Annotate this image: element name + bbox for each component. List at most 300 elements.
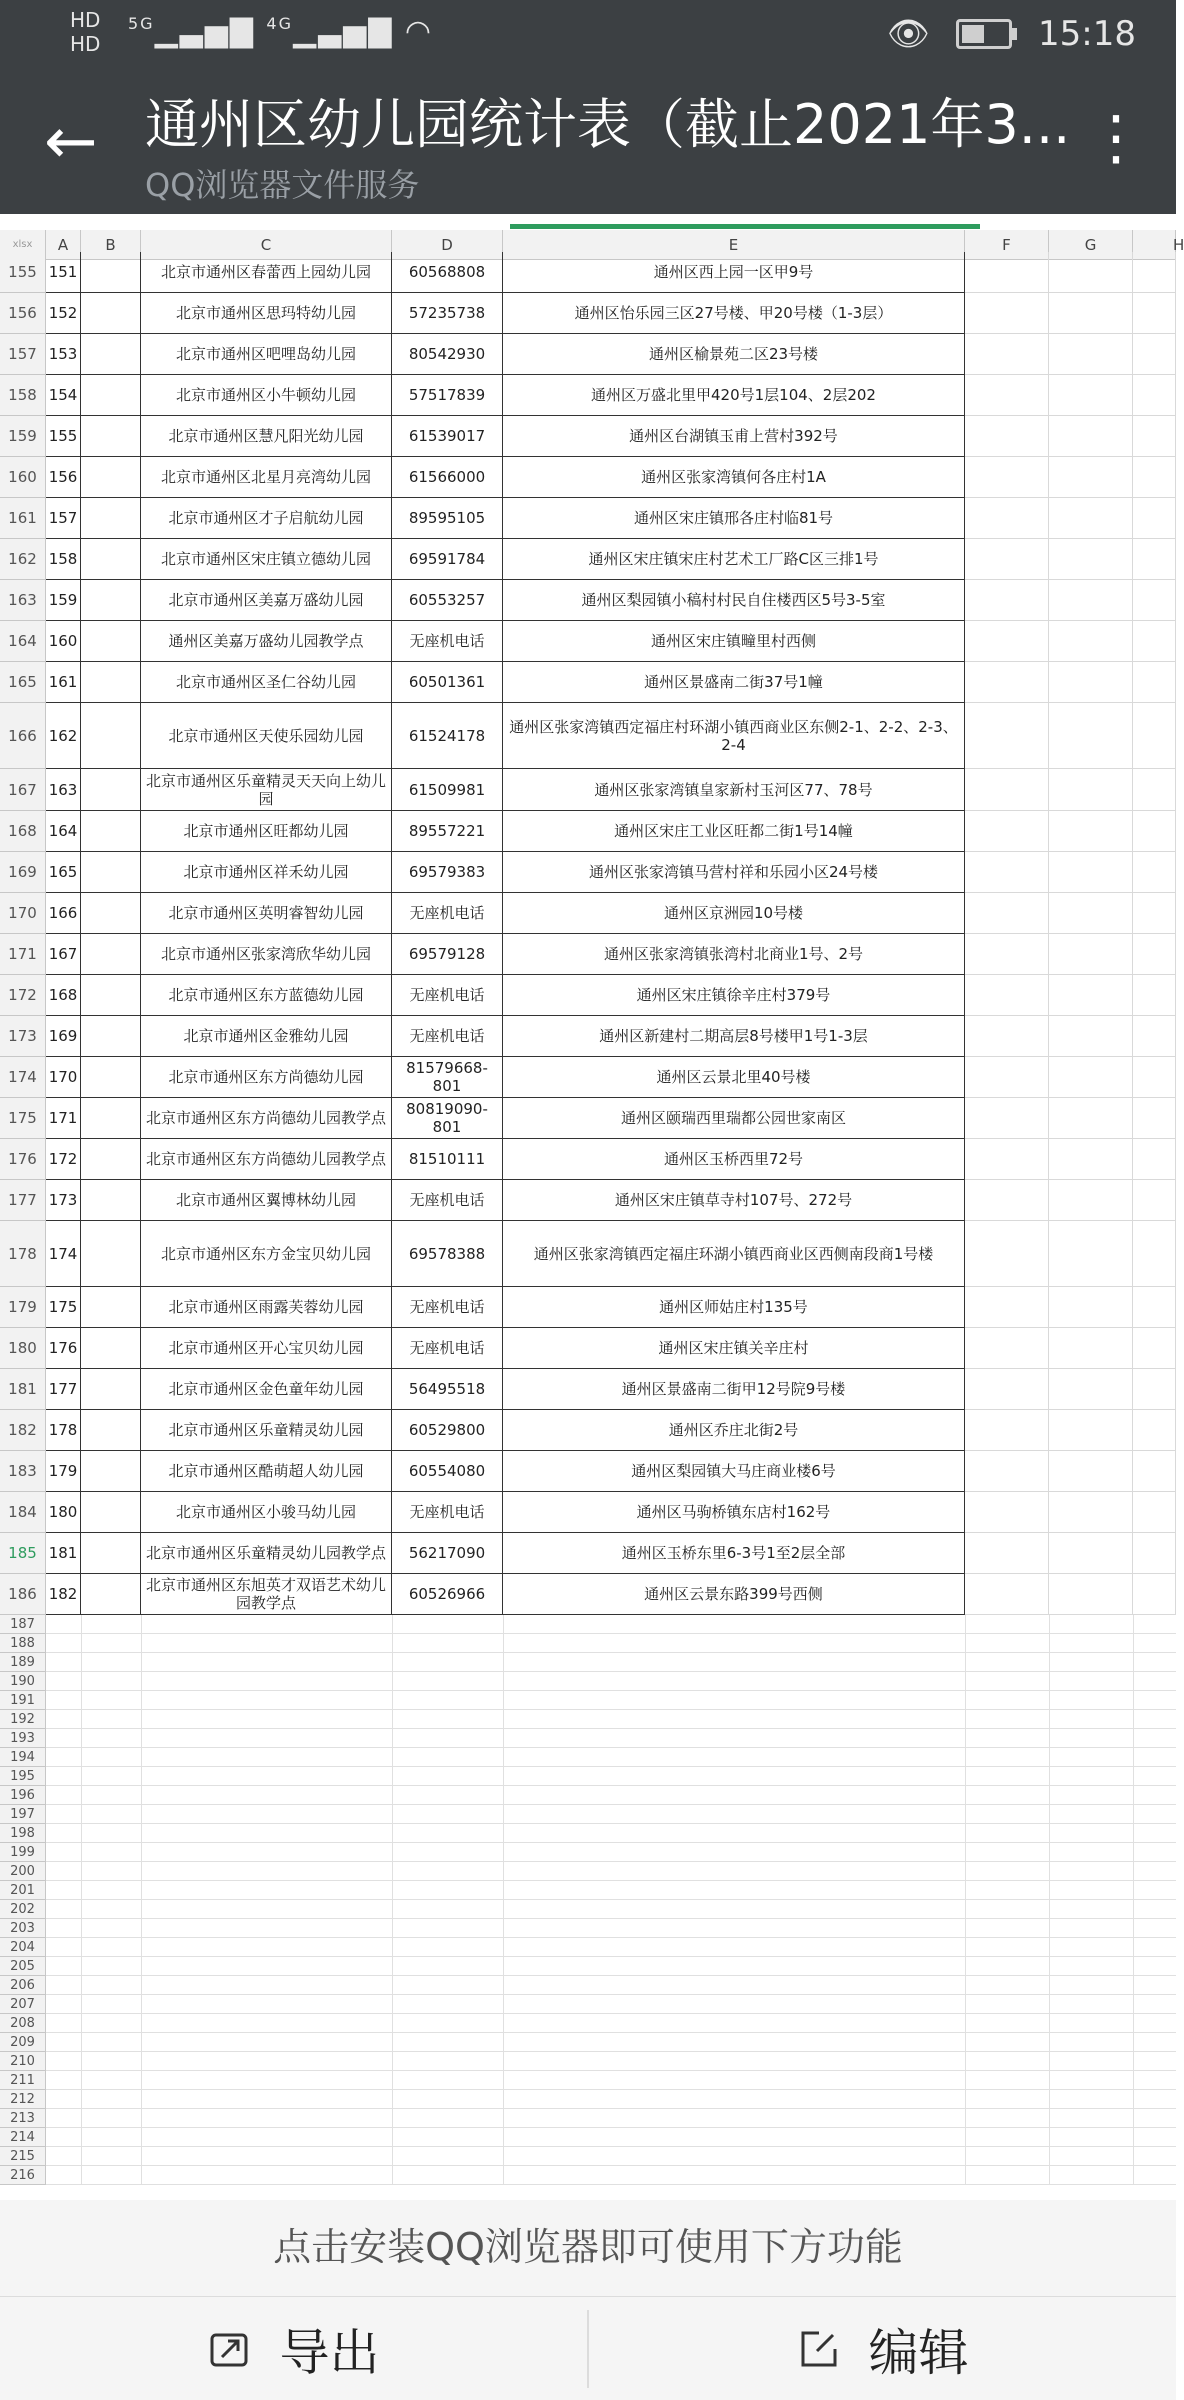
edit-button[interactable] xyxy=(589,2297,1176,2400)
empty-row[interactable] xyxy=(0,1615,1176,1634)
column-header-f[interactable]: F xyxy=(965,230,1049,260)
cell-empty[interactable] xyxy=(1133,580,1176,621)
row-number[interactable]: 184 xyxy=(0,1492,46,1533)
cell-a[interactable]: 152 xyxy=(46,293,81,334)
cell-e[interactable]: 通州区马驹桥镇东店村162号 xyxy=(503,1492,965,1533)
cell-empty[interactable] xyxy=(1049,1451,1133,1492)
row-number[interactable]: 183 xyxy=(0,1451,46,1492)
cell-empty[interactable] xyxy=(965,1016,1049,1057)
cell-empty[interactable] xyxy=(1049,934,1133,975)
cell-a[interactable]: 171 xyxy=(46,1098,81,1139)
row-number[interactable]: 191 xyxy=(0,1691,46,1710)
cell-empty[interactable] xyxy=(1049,416,1133,457)
row-number[interactable]: 195 xyxy=(0,1767,46,1786)
cell-d[interactable]: 80542930 xyxy=(392,334,503,375)
empty-row[interactable] xyxy=(0,1672,1176,1691)
cell-a[interactable]: 176 xyxy=(46,1328,81,1369)
cell-a[interactable]: 175 xyxy=(46,1287,81,1328)
cell-e[interactable]: 通州区宋庄镇邢各庄村临81号 xyxy=(503,498,965,539)
cell-e[interactable]: 通州区张家湾镇马营村祥和乐园小区24号楼 xyxy=(503,852,965,893)
cell-d[interactable]: 60529800 xyxy=(392,1410,503,1451)
cell-empty[interactable] xyxy=(965,811,1049,852)
cell-c[interactable]: 北京市通州区天使乐园幼儿园 xyxy=(141,703,392,769)
row-number[interactable]: 205 xyxy=(0,1957,46,1976)
cell-a[interactable]: 157 xyxy=(46,498,81,539)
cell-empty[interactable] xyxy=(1049,621,1133,662)
table-row[interactable] xyxy=(0,252,1176,293)
row-number[interactable]: 200 xyxy=(0,1862,46,1881)
row-number[interactable]: 178 xyxy=(0,1221,46,1287)
row-number[interactable]: 213 xyxy=(0,2109,46,2128)
row-number[interactable]: 193 xyxy=(0,1729,46,1748)
cell-empty[interactable] xyxy=(965,416,1049,457)
export-button[interactable] xyxy=(0,2297,587,2400)
cell-empty[interactable] xyxy=(965,498,1049,539)
row-number[interactable]: 176 xyxy=(0,1139,46,1180)
empty-row[interactable] xyxy=(0,1824,1176,1843)
table-row[interactable] xyxy=(0,1369,1176,1410)
cell-a[interactable]: 156 xyxy=(46,457,81,498)
cell-empty[interactable] xyxy=(1133,975,1176,1016)
cell-e[interactable]: 通州区师姑庄村135号 xyxy=(503,1287,965,1328)
row-number[interactable]: 172 xyxy=(0,975,46,1016)
table-row[interactable] xyxy=(0,1287,1176,1328)
cell-b[interactable] xyxy=(81,769,141,811)
empty-row[interactable] xyxy=(0,1957,1176,1976)
row-number[interactable]: 163 xyxy=(0,580,46,621)
cell-empty[interactable] xyxy=(1049,703,1133,769)
cell-c[interactable]: 北京市通州区春蕾西上园幼儿园 xyxy=(141,252,392,293)
cell-empty[interactable] xyxy=(965,1287,1049,1328)
cell-e[interactable]: 通州区新建村二期高层8号楼甲1号1-3层 xyxy=(503,1016,965,1057)
cell-empty[interactable] xyxy=(965,934,1049,975)
cell-d[interactable]: 无座机电话 xyxy=(392,1328,503,1369)
row-number[interactable]: 208 xyxy=(0,2014,46,2033)
cell-c[interactable]: 北京市通州区金色童年幼儿园 xyxy=(141,1369,392,1410)
cell-b[interactable] xyxy=(81,457,141,498)
cell-e[interactable]: 通州区景盛南二街甲12号院9号楼 xyxy=(503,1369,965,1410)
cell-empty[interactable] xyxy=(1133,252,1176,293)
cell-empty[interactable] xyxy=(965,1574,1049,1615)
cell-c[interactable]: 北京市通州区吧哩岛幼儿园 xyxy=(141,334,392,375)
cell-e[interactable]: 通州区玉桥东里6-3号1至2层全部 xyxy=(503,1533,965,1574)
cell-a[interactable]: 155 xyxy=(46,416,81,457)
cell-d[interactable]: 无座机电话 xyxy=(392,621,503,662)
table-row[interactable] xyxy=(0,457,1176,498)
cell-empty[interactable] xyxy=(1049,457,1133,498)
cell-empty[interactable] xyxy=(965,1451,1049,1492)
cell-a[interactable]: 166 xyxy=(46,893,81,934)
cell-c[interactable]: 北京市通州区金雅幼儿园 xyxy=(141,1016,392,1057)
empty-row[interactable] xyxy=(0,2166,1176,2185)
row-number[interactable]: 168 xyxy=(0,811,46,852)
cell-a[interactable]: 181 xyxy=(46,1533,81,1574)
row-number[interactable]: 215 xyxy=(0,2147,46,2166)
row-number[interactable]: 189 xyxy=(0,1653,46,1672)
cell-a[interactable]: 151 xyxy=(46,252,81,293)
cell-c[interactable]: 北京市通州区旺都幼儿园 xyxy=(141,811,392,852)
row-number[interactable]: 170 xyxy=(0,893,46,934)
cell-empty[interactable] xyxy=(965,1369,1049,1410)
empty-row[interactable] xyxy=(0,1862,1176,1881)
cell-d[interactable]: 60553257 xyxy=(392,580,503,621)
row-number[interactable]: 156 xyxy=(0,293,46,334)
cell-empty[interactable] xyxy=(965,621,1049,662)
cell-empty[interactable] xyxy=(965,975,1049,1016)
cell-b[interactable] xyxy=(81,811,141,852)
cell-e[interactable]: 通州区宋庄工业区旺都二街1号14幢 xyxy=(503,811,965,852)
cell-b[interactable] xyxy=(81,1057,141,1098)
more-options-icon[interactable]: ⋮ xyxy=(1086,103,1146,173)
table-row[interactable] xyxy=(0,498,1176,539)
table-row[interactable] xyxy=(0,811,1176,852)
cell-d[interactable]: 69579128 xyxy=(392,934,503,975)
row-number[interactable]: 203 xyxy=(0,1919,46,1938)
cell-empty[interactable] xyxy=(1049,334,1133,375)
row-number[interactable]: 181 xyxy=(0,1369,46,1410)
cell-e[interactable]: 通州区宋庄镇疃里村西侧 xyxy=(503,621,965,662)
cell-a[interactable]: 160 xyxy=(46,621,81,662)
table-row[interactable] xyxy=(0,1410,1176,1451)
cell-empty[interactable] xyxy=(1049,1057,1133,1098)
cell-b[interactable] xyxy=(81,334,141,375)
row-number[interactable]: 209 xyxy=(0,2033,46,2052)
cell-c[interactable]: 北京市通州区美嘉万盛幼儿园 xyxy=(141,580,392,621)
empty-row[interactable] xyxy=(0,1786,1176,1805)
cell-empty[interactable] xyxy=(1133,1016,1176,1057)
table-row[interactable] xyxy=(0,621,1176,662)
cell-empty[interactable] xyxy=(1049,1369,1133,1410)
cell-d[interactable]: 61509981 xyxy=(392,769,503,811)
column-header-h[interactable]: H xyxy=(1133,230,1176,260)
cell-empty[interactable] xyxy=(965,580,1049,621)
cell-a[interactable]: 182 xyxy=(46,1574,81,1615)
row-number[interactable]: 199 xyxy=(0,1843,46,1862)
table-row[interactable] xyxy=(0,1492,1176,1533)
cell-d[interactable]: 60501361 xyxy=(392,662,503,703)
cell-e[interactable]: 通州区颐瑞西里瑞都公园世家南区 xyxy=(503,1098,965,1139)
cell-e[interactable]: 通州区张家湾镇西定福庄村环湖小镇西商业区东侧2-1、2-2、2-3、2-4 xyxy=(503,703,965,769)
cell-a[interactable]: 167 xyxy=(46,934,81,975)
cell-empty[interactable] xyxy=(965,252,1049,293)
cell-c[interactable]: 北京市通州区东方尚德幼儿园 xyxy=(141,1057,392,1098)
table-row[interactable] xyxy=(0,1016,1176,1057)
empty-row[interactable] xyxy=(0,1900,1176,1919)
cell-empty[interactable] xyxy=(1133,1451,1176,1492)
table-row[interactable] xyxy=(0,1328,1176,1369)
empty-row[interactable] xyxy=(0,2109,1176,2128)
row-number[interactable]: 202 xyxy=(0,1900,46,1919)
cell-empty[interactable] xyxy=(1049,498,1133,539)
table-row[interactable] xyxy=(0,375,1176,416)
cell-d[interactable]: 60554080 xyxy=(392,1451,503,1492)
cell-empty[interactable] xyxy=(1133,1328,1176,1369)
cell-empty[interactable] xyxy=(1133,934,1176,975)
row-number[interactable]: 201 xyxy=(0,1881,46,1900)
cell-b[interactable] xyxy=(81,1533,141,1574)
cell-d[interactable]: 57235738 xyxy=(392,293,503,334)
row-number[interactable]: 204 xyxy=(0,1938,46,1957)
table-row[interactable] xyxy=(0,580,1176,621)
table-row[interactable] xyxy=(0,934,1176,975)
row-number[interactable]: 210 xyxy=(0,2052,46,2071)
column-header-g[interactable]: G xyxy=(1049,230,1133,260)
cell-e[interactable]: 通州区宋庄镇草寺村107号、272号 xyxy=(503,1180,965,1221)
cell-e[interactable]: 通州区张家湾镇何各庄村1A xyxy=(503,457,965,498)
cell-empty[interactable] xyxy=(1049,1328,1133,1369)
empty-row[interactable] xyxy=(0,1767,1176,1786)
column-header-a[interactable]: A xyxy=(46,230,81,260)
empty-row[interactable] xyxy=(0,2090,1176,2109)
cell-a[interactable]: 161 xyxy=(46,662,81,703)
empty-row[interactable] xyxy=(0,1653,1176,1672)
cell-b[interactable] xyxy=(81,1221,141,1287)
cell-empty[interactable] xyxy=(1049,1410,1133,1451)
cell-empty[interactable] xyxy=(1133,893,1176,934)
back-arrow-icon[interactable]: ← xyxy=(44,105,98,179)
cell-empty[interactable] xyxy=(1133,1574,1176,1615)
cell-c[interactable]: 北京市通州区东方尚德幼儿园教学点 xyxy=(141,1098,392,1139)
cell-empty[interactable] xyxy=(1133,293,1176,334)
empty-row[interactable] xyxy=(0,2014,1176,2033)
cell-empty[interactable] xyxy=(965,893,1049,934)
cell-a[interactable]: 178 xyxy=(46,1410,81,1451)
cell-e[interactable]: 通州区玉桥西里72号 xyxy=(503,1139,965,1180)
cell-d[interactable]: 无座机电话 xyxy=(392,975,503,1016)
empty-row[interactable] xyxy=(0,1710,1176,1729)
table-row[interactable] xyxy=(0,539,1176,580)
row-number[interactable]: 188 xyxy=(0,1634,46,1653)
cell-empty[interactable] xyxy=(1133,703,1176,769)
cell-empty[interactable] xyxy=(1049,975,1133,1016)
cell-empty[interactable] xyxy=(1133,662,1176,703)
cell-c[interactable]: 北京市通州区张家湾欣华幼儿园 xyxy=(141,934,392,975)
cell-b[interactable] xyxy=(81,1328,141,1369)
cell-a[interactable]: 179 xyxy=(46,1451,81,1492)
cell-d[interactable]: 无座机电话 xyxy=(392,1016,503,1057)
cell-a[interactable]: 177 xyxy=(46,1369,81,1410)
cell-empty[interactable] xyxy=(1049,1533,1133,1574)
column-header-c[interactable]: C xyxy=(141,230,392,260)
cell-c[interactable]: 北京市通州区乐童精灵幼儿园教学点 xyxy=(141,1533,392,1574)
empty-row[interactable] xyxy=(0,1976,1176,1995)
cell-empty[interactable] xyxy=(1133,334,1176,375)
empty-row[interactable] xyxy=(0,1805,1176,1824)
cell-d[interactable]: 69591784 xyxy=(392,539,503,580)
cell-a[interactable]: 163 xyxy=(46,769,81,811)
cell-b[interactable] xyxy=(81,703,141,769)
cell-empty[interactable] xyxy=(1133,457,1176,498)
cell-empty[interactable] xyxy=(965,293,1049,334)
cell-b[interactable] xyxy=(81,1574,141,1615)
table-row[interactable] xyxy=(0,975,1176,1016)
cell-empty[interactable] xyxy=(1133,1533,1176,1574)
row-number[interactable]: 194 xyxy=(0,1748,46,1767)
cell-empty[interactable] xyxy=(1049,1139,1133,1180)
column-header-e[interactable]: E xyxy=(503,230,965,260)
cell-empty[interactable] xyxy=(1049,375,1133,416)
cell-e[interactable]: 通州区西上园一区甲9号 xyxy=(503,252,965,293)
cell-b[interactable] xyxy=(81,416,141,457)
cell-b[interactable] xyxy=(81,498,141,539)
row-number[interactable]: 186 xyxy=(0,1574,46,1615)
cell-e[interactable]: 通州区宋庄镇关辛庄村 xyxy=(503,1328,965,1369)
row-number[interactable]: 197 xyxy=(0,1805,46,1824)
cell-c[interactable]: 北京市通州区雨露芙蓉幼儿园 xyxy=(141,1287,392,1328)
cell-b[interactable] xyxy=(81,1492,141,1533)
cell-a[interactable]: 158 xyxy=(46,539,81,580)
cell-empty[interactable] xyxy=(1049,1492,1133,1533)
cell-d[interactable]: 60568808 xyxy=(392,252,503,293)
cell-b[interactable] xyxy=(81,1410,141,1451)
cell-e[interactable]: 通州区台湖镇玉甫上营村392号 xyxy=(503,416,965,457)
cell-e[interactable]: 通州区梨园镇大马庄商业楼6号 xyxy=(503,1451,965,1492)
cell-empty[interactable] xyxy=(965,1492,1049,1533)
cell-empty[interactable] xyxy=(965,1180,1049,1221)
cell-d[interactable]: 无座机电话 xyxy=(392,1287,503,1328)
cell-c[interactable]: 北京市通州区翼博林幼儿园 xyxy=(141,1180,392,1221)
empty-row[interactable] xyxy=(0,1938,1176,1957)
empty-row[interactable] xyxy=(0,1729,1176,1748)
empty-row[interactable] xyxy=(0,2071,1176,2090)
cell-a[interactable]: 153 xyxy=(46,334,81,375)
row-number[interactable]: 211 xyxy=(0,2071,46,2090)
row-number[interactable]: 180 xyxy=(0,1328,46,1369)
cell-b[interactable] xyxy=(81,252,141,293)
row-number[interactable]: 175 xyxy=(0,1098,46,1139)
cell-empty[interactable] xyxy=(1049,252,1133,293)
cell-c[interactable]: 北京市通州区祥禾幼儿园 xyxy=(141,852,392,893)
cell-c[interactable]: 北京市通州区酷萌超人幼儿园 xyxy=(141,1451,392,1492)
row-number[interactable]: 196 xyxy=(0,1786,46,1805)
sheet-corner[interactable]: xlsx xyxy=(0,230,46,260)
cell-empty[interactable] xyxy=(1049,1221,1133,1287)
install-prompt[interactable]: 点击安装QQ浏览器即可使用下方功能 xyxy=(273,2225,903,2269)
cell-empty[interactable] xyxy=(1049,769,1133,811)
table-row[interactable] xyxy=(0,416,1176,457)
cell-c[interactable]: 北京市通州区东方金宝贝幼儿园 xyxy=(141,1221,392,1287)
empty-row[interactable] xyxy=(0,2128,1176,2147)
cell-empty[interactable] xyxy=(1133,375,1176,416)
cell-empty[interactable] xyxy=(1133,1287,1176,1328)
row-number[interactable]: 216 xyxy=(0,2166,46,2185)
cell-empty[interactable] xyxy=(1049,1016,1133,1057)
cell-a[interactable]: 154 xyxy=(46,375,81,416)
row-number[interactable]: 159 xyxy=(0,416,46,457)
cell-d[interactable]: 60526966 xyxy=(392,1574,503,1615)
cell-e[interactable]: 通州区榆景苑二区23号楼 xyxy=(503,334,965,375)
empty-row[interactable] xyxy=(0,1634,1176,1653)
table-row[interactable] xyxy=(0,1533,1176,1574)
cell-a[interactable]: 159 xyxy=(46,580,81,621)
cell-d[interactable]: 69578388 xyxy=(392,1221,503,1287)
row-number[interactable]: 179 xyxy=(0,1287,46,1328)
cell-empty[interactable] xyxy=(965,662,1049,703)
cell-e[interactable]: 通州区乔庄北街2号 xyxy=(503,1410,965,1451)
row-number[interactable]: 185 xyxy=(0,1533,46,1574)
column-header-d[interactable]: D xyxy=(392,230,503,260)
cell-b[interactable] xyxy=(81,580,141,621)
cell-a[interactable]: 173 xyxy=(46,1180,81,1221)
empty-row[interactable] xyxy=(0,2147,1176,2166)
cell-b[interactable] xyxy=(81,975,141,1016)
table-row[interactable] xyxy=(0,893,1176,934)
cell-b[interactable] xyxy=(81,1016,141,1057)
cell-empty[interactable] xyxy=(965,457,1049,498)
cell-d[interactable]: 无座机电话 xyxy=(392,893,503,934)
cell-empty[interactable] xyxy=(1133,1057,1176,1098)
cell-a[interactable]: 170 xyxy=(46,1057,81,1098)
table-row[interactable] xyxy=(0,852,1176,893)
table-row[interactable] xyxy=(0,1098,1176,1139)
cell-c[interactable]: 北京市通州区小骏马幼儿园 xyxy=(141,1492,392,1533)
empty-row[interactable] xyxy=(0,1995,1176,2014)
table-row[interactable] xyxy=(0,293,1176,334)
cell-c[interactable]: 北京市通州区英明睿智幼儿园 xyxy=(141,893,392,934)
empty-row[interactable] xyxy=(0,1843,1176,1862)
cell-empty[interactable] xyxy=(1133,1098,1176,1139)
cell-a[interactable]: 168 xyxy=(46,975,81,1016)
cell-e[interactable]: 通州区京洲园10号楼 xyxy=(503,893,965,934)
cell-empty[interactable] xyxy=(1049,811,1133,852)
cell-empty[interactable] xyxy=(1049,1574,1133,1615)
cell-e[interactable]: 通州区宋庄镇徐辛庄村379号 xyxy=(503,975,965,1016)
cell-empty[interactable] xyxy=(1049,662,1133,703)
cell-a[interactable]: 172 xyxy=(46,1139,81,1180)
cell-d[interactable]: 56495518 xyxy=(392,1369,503,1410)
cell-e[interactable]: 通州区万盛北里甲420号1层104、2层202 xyxy=(503,375,965,416)
cell-empty[interactable] xyxy=(1049,1287,1133,1328)
cell-b[interactable] xyxy=(81,893,141,934)
row-number[interactable]: 207 xyxy=(0,1995,46,2014)
cell-d[interactable]: 81579668-801 xyxy=(392,1057,503,1098)
row-number[interactable]: 206 xyxy=(0,1976,46,1995)
row-number[interactable]: 166 xyxy=(0,703,46,769)
row-number[interactable]: 169 xyxy=(0,852,46,893)
row-number[interactable]: 167 xyxy=(0,769,46,811)
row-number[interactable]: 165 xyxy=(0,662,46,703)
cell-empty[interactable] xyxy=(1049,580,1133,621)
cell-a[interactable]: 174 xyxy=(46,1221,81,1287)
cell-b[interactable] xyxy=(81,1139,141,1180)
cell-empty[interactable] xyxy=(1133,621,1176,662)
cell-e[interactable]: 通州区怡乐园三区27号楼、甲20号楼（1-3层） xyxy=(503,293,965,334)
cell-empty[interactable] xyxy=(1049,893,1133,934)
cell-empty[interactable] xyxy=(1133,539,1176,580)
cell-d[interactable]: 61539017 xyxy=(392,416,503,457)
table-row[interactable] xyxy=(0,1139,1176,1180)
row-number[interactable]: 182 xyxy=(0,1410,46,1451)
row-number[interactable]: 157 xyxy=(0,334,46,375)
table-row[interactable] xyxy=(0,1451,1176,1492)
cell-empty[interactable] xyxy=(1133,1180,1176,1221)
cell-e[interactable]: 通州区宋庄镇宋庄村艺术工厂路C区三排1号 xyxy=(503,539,965,580)
empty-row[interactable] xyxy=(0,2052,1176,2071)
cell-a[interactable]: 165 xyxy=(46,852,81,893)
cell-empty[interactable] xyxy=(965,852,1049,893)
cell-empty[interactable] xyxy=(965,539,1049,580)
empty-row[interactable] xyxy=(0,1919,1176,1938)
cell-empty[interactable] xyxy=(1133,1139,1176,1180)
cell-empty[interactable] xyxy=(965,1328,1049,1369)
cell-b[interactable] xyxy=(81,1451,141,1492)
empty-row[interactable] xyxy=(0,1881,1176,1900)
cell-b[interactable] xyxy=(81,934,141,975)
cell-empty[interactable] xyxy=(1049,539,1133,580)
cell-d[interactable]: 69579383 xyxy=(392,852,503,893)
row-number[interactable]: 158 xyxy=(0,375,46,416)
cell-b[interactable] xyxy=(81,1180,141,1221)
